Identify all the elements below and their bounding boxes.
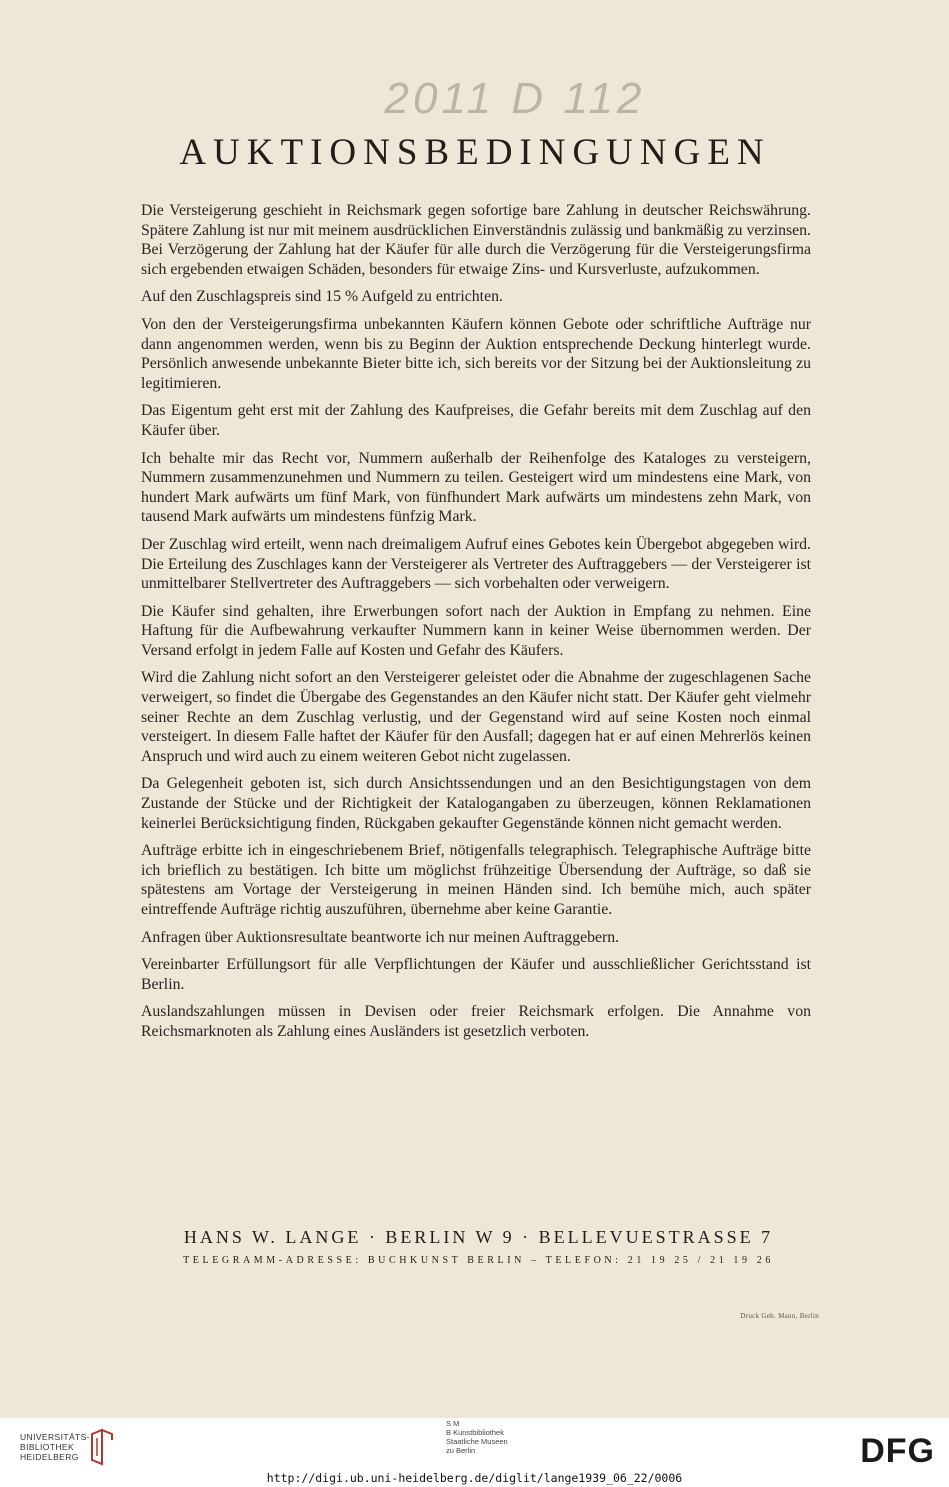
- paragraph: Auf den Zuschlagspreis sind 15 % Aufgeld zu entrichten.: [141, 288, 503, 306]
- paragraph: Auslandszahlungen müssen in Devisen oder freier Reichsmark erfolgen. Die Annahme von Reichsmarknoten als Zahlung eines Ausländers ist gesetzlich verboten.: [141, 1003, 811, 1040]
- paragraph: Vereinbarter Erfüllungsort für alle Verpflichtungen der Käufer und ausschließlicher Gerichtsstand ist Berlin.: [141, 956, 811, 993]
- paragraph: Der Zuschlag wird erteilt, wenn nach dreimaligem Aufruf eines Gebotes kein Übergebot abgegeben wird. Die Erteilung des Zuschlages kann der Versteigerer als Vertreter des Auftraggebers — der Versteigerer ist unmittelbarer Stellvertreter des Auftraggebers — sich vorbehalten oder verweigern.: [141, 535, 811, 593]
- university-line: BIBLIOTHEK: [20, 1442, 75, 1452]
- paragraph: Die Käufer sind gehalten, ihre Erwerbungen sofort nach der Auktion in Empfang zu nehmen. Eine Haftung für die Aufbewahrung verkaufter Nummern kann in keiner Weise übernommen werden. Der Versand erfolgt in jedem Falle auf Kosten und Gefahr des Käufers.: [141, 602, 811, 659]
- handwritten-shelfmark: 2011 D 112: [384, 74, 646, 123]
- telegram-address: TELEGRAMM-ADRESSE: BUCHKUNST BERLIN – TELEFON: 21 19 25 / 21 19 26: [183, 1255, 774, 1266]
- library-line: zu Berlin: [446, 1446, 476, 1455]
- conditions-text: [141, 201, 811, 1050]
- paragraph: Anfragen über Auktionsresultate beantworte ich nur meinen Auftraggebern.: [141, 928, 620, 946]
- paragraph: Da Gelegenheit geboten ist, sich durch Ansichtssendungen und an den Besichtigungstagen von dem Zustande der Stücke und der Richtigkeit der Katalogangaben zu überzeugen, können Reklamationen keinerlei Berücksichtigung finden, Rückgaben gekaufter Gegenstände können nicht gemacht werden.: [141, 775, 811, 832]
- printer-credit: Druck Geb. Mann, Berlin: [740, 1312, 819, 1320]
- page-title: AUKTIONSBEDINGUNGEN: [179, 132, 771, 173]
- paragraph: Wird die Zahlung nicht sofort an den Versteigerer geleistet oder die Abnahme der zugeschlagenen Sache verweigert, so findet die Übergabe des Gegenstandes an den Käufer nicht statt. Der Käufer geht vielmehr seiner Rechte an dem Zuschlag verlustig, und der Gegenstand wird auf seine Kosten noch einmal versteigert. In diesem Falle haftet der Käufer für den Ausfall; dagegen hat er auf einen Mehrerlös keinen Anspruch und wird auch zu einem weiteren Gebot nicht zugelassen.: [141, 669, 811, 765]
- auctioneer-address: HANS W. LANGE · BERLIN W 9 · BELLEVUESTRASSE 7: [183, 1227, 774, 1247]
- paragraph: Von den der Versteigerungsfirma unbekannten Käufern können Gebote oder schriftliche Aufträge nur dann angenommen werden, wenn bis zu Beginn der Auktion entsprechende Deckung hinterlegt wurde. Persönlich anwesende unbekannte Bieter bitte ich, sich bereits vor der Sitzung bei der Auktionsleitung zu legitimieren.: [141, 315, 811, 392]
- library-line: Staatliche Museen: [446, 1437, 508, 1446]
- paragraph: Das Eigentum geht erst mit der Zahlung des Kaufpreises, die Gefahr bereits mit dem Zuschlag auf den Käufer über.: [141, 402, 811, 439]
- university-line: HEIDELBERG: [20, 1452, 79, 1462]
- source-url[interactable]: http://digi.ub.uni-heidelberg.de/diglit/lange1939_06_22/0006: [266, 1471, 683, 1485]
- university-logo-icon: [88, 1428, 116, 1468]
- university-line: UNIVERSITÄTS-: [20, 1432, 90, 1442]
- paragraph: Aufträge erbitte ich in eingeschriebenem Brief, nötigenfalls telegraphisch. Telegraphische Aufträge bitte ich brieflich zu bestätigen. Ich bitte um möglichst frühzeitige Übersendung der Aufträge, so daß sie spätestens am Vortage der Versteigerung in meinen Händen sind. Ich bemühe mich, auch später eintreffende Aufträge richtig auszuführen, übernehme aber keine Garantie.: [141, 842, 811, 918]
- library-line: B Kunstbibliothek: [446, 1428, 504, 1437]
- kunstbibliothek-label: [446, 1419, 508, 1455]
- paragraph: Die Versteigerung geschieht in Reichsmark gegen sofortige bare Zahlung in deutscher Reichswährung. Spätere Zahlung ist nur mit meinem ausdrücklichen Einverständnis zulässig und bankmäßig zu verzinsen. Bei Verzögerung der Zahlung hat der Käufer für alle durch die Verzögerung für die Versteigerungsfirma sich ergebenden etwaigen Schäden, besonders für etwaige Zins- und Kursverluste, aufzukommen.: [141, 202, 811, 278]
- paragraph: Ich behalte mir das Recht vor, Nummern außerhalb der Reihenfolge des Kataloges zu versteigern, Nummern zusammenzunehmen und Nummern zu teilen. Gesteigert wird um mindestens eine Mark, von hundert Mark aufwärts um fünf Mark, von fünfhundert Mark aufwärts um mindestens zehn Mark, von tausend Mark aufwärts um mindestens fünfzig Mark.: [141, 449, 811, 526]
- university-library-label: [20, 1432, 90, 1462]
- dfg-logo: DFG: [860, 1432, 935, 1470]
- library-line: S M: [446, 1419, 460, 1428]
